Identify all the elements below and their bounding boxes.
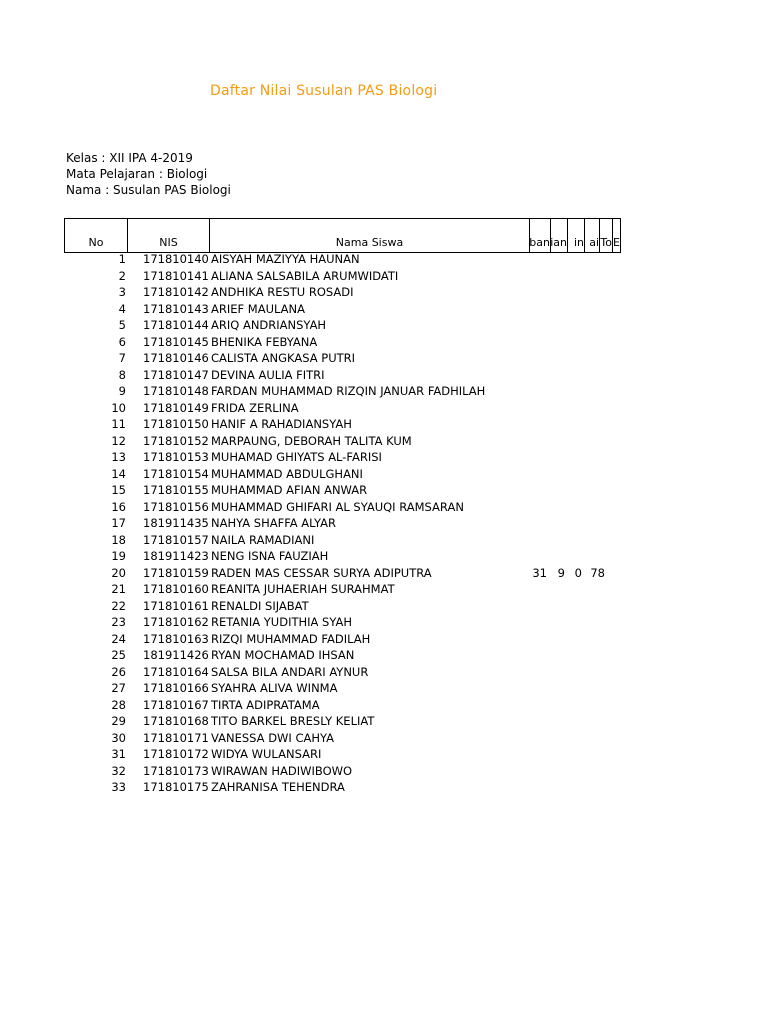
row-number: 26 bbox=[111, 664, 126, 679]
header-col-6: in bbox=[568, 219, 585, 252]
row-name: RETANIA YUDITHIA SYAH bbox=[211, 615, 352, 629]
row-value-3: 0 bbox=[574, 565, 582, 580]
row-number: 27 bbox=[111, 681, 126, 695]
row-number: 24 bbox=[111, 631, 126, 646]
row-name: ARIQ ANDRIANSYAH bbox=[211, 318, 327, 332]
row-nis: 171810155 bbox=[143, 483, 209, 497]
row-name: NAHYA SHAFFA ALYAR bbox=[211, 516, 337, 530]
row-nis: 181911423 bbox=[143, 549, 209, 563]
header-nis: NIS bbox=[128, 219, 210, 252]
row-value-4: 78 bbox=[590, 565, 605, 580]
row-name: HANIF A RAHADIANSYAH bbox=[211, 417, 352, 431]
row-name: CALISTA ANGKASA PUTRI bbox=[211, 351, 356, 365]
row-number: 32 bbox=[111, 763, 126, 778]
row-name: MUHAMMAD ABDULGHANI bbox=[211, 466, 363, 481]
row-number: 7 bbox=[118, 351, 126, 365]
row-nis: 181911435 bbox=[143, 516, 209, 530]
row-number: 4 bbox=[118, 301, 126, 316]
row-name: WIDYA WULANSARI bbox=[211, 747, 322, 761]
row-nis: 171810173 bbox=[143, 763, 209, 778]
row-nis: 171810160 bbox=[143, 582, 209, 596]
row-number: 12 bbox=[111, 433, 126, 448]
row-nis: 171810172 bbox=[143, 747, 209, 761]
row-name: RADEN MAS CESSAR SURYA ADIPUTRA bbox=[211, 565, 432, 580]
header-nama-siswa: Nama Siswa bbox=[210, 219, 530, 252]
row-nis: 171810141 bbox=[143, 268, 209, 283]
row-number: 2 bbox=[118, 268, 126, 283]
row-name: MARPAUNG, DEBORAH TALITA KUM bbox=[211, 433, 412, 448]
row-nis: 171810150 bbox=[143, 417, 209, 431]
row-number: 1 bbox=[118, 252, 126, 266]
mapel-label: Mata Pelajaran : Biologi bbox=[66, 167, 208, 181]
header-col-8: To bbox=[600, 219, 613, 252]
row-nis: 171810164 bbox=[143, 664, 209, 679]
row-nis: 171810144 bbox=[143, 318, 209, 332]
row-number: 6 bbox=[118, 334, 126, 349]
row-number: 11 bbox=[111, 417, 126, 431]
table-header bbox=[64, 218, 621, 253]
header-col-4: ban bbox=[530, 219, 551, 252]
row-number: 29 bbox=[111, 714, 126, 728]
row-name: WIRAWAN HADIWIBOWO bbox=[211, 763, 353, 778]
header-no: No bbox=[65, 219, 128, 252]
row-value-1: 31 bbox=[532, 565, 547, 580]
row-nis: 171810140 bbox=[143, 252, 209, 266]
row-nis: 171810157 bbox=[143, 532, 209, 547]
row-nis: 171810145 bbox=[143, 334, 209, 349]
row-name: RENALDI SIJABAT bbox=[211, 598, 309, 613]
row-nis: 171810156 bbox=[143, 499, 209, 514]
row-name: DEVINA AULIA FITRI bbox=[211, 367, 325, 382]
row-name: MUHAMMAD GHIFARI AL SYAUQI RAMSARAN bbox=[211, 499, 464, 514]
row-nis: 171810161 bbox=[143, 598, 209, 613]
row-nis: 171810167 bbox=[143, 697, 209, 712]
header-col-5: ian bbox=[551, 219, 568, 252]
row-number: 20 bbox=[111, 565, 126, 580]
row-nis: 171810162 bbox=[143, 615, 209, 629]
row-number: 21 bbox=[111, 582, 126, 596]
sheet-title: Daftar Nilai Susulan PAS Biologi bbox=[210, 83, 438, 99]
row-name: MUHAMAD GHIYATS AL-FARISI bbox=[211, 450, 382, 464]
row-number: 22 bbox=[111, 598, 126, 613]
row-nis: 171810152 bbox=[143, 433, 209, 448]
row-name: NAILA RAMADIANI bbox=[211, 532, 315, 547]
row-number: 19 bbox=[111, 549, 126, 563]
row-nis: 171810148 bbox=[143, 384, 209, 398]
row-name: MUHAMMAD AFIAN ANWAR bbox=[211, 483, 368, 497]
row-number: 16 bbox=[111, 499, 126, 514]
row-number: 28 bbox=[111, 697, 126, 712]
row-number: 10 bbox=[111, 400, 126, 415]
row-number: 8 bbox=[118, 367, 126, 382]
row-nis: 171810149 bbox=[143, 400, 209, 415]
row-number: 17 bbox=[111, 516, 126, 530]
row-name: ANDHIKA RESTU ROSADI bbox=[211, 285, 354, 299]
row-number: 23 bbox=[111, 615, 126, 629]
header-col-7: ai bbox=[585, 219, 600, 252]
row-name: SALSA BILA ANDARI AYNUR bbox=[211, 664, 369, 679]
row-name: ALIANA SALSABILA ARUMWIDATI bbox=[211, 268, 399, 283]
row-nis: 171810142 bbox=[143, 285, 209, 299]
row-name: BHENIKA FEBYANA bbox=[211, 334, 318, 349]
row-number: 15 bbox=[111, 483, 126, 497]
row-number: 30 bbox=[111, 730, 126, 745]
kelas-label: Kelas : XII IPA 4-2019 bbox=[66, 151, 193, 165]
row-name: SYAHRA ALIVA WINMA bbox=[211, 681, 338, 695]
row-name: RIZQI MUHAMMAD FADILAH bbox=[211, 631, 371, 646]
row-number: 33 bbox=[111, 780, 126, 794]
row-nis: 181911426 bbox=[143, 648, 209, 662]
row-nis: 171810154 bbox=[143, 466, 209, 481]
row-nis: 171810159 bbox=[143, 565, 209, 580]
row-number: 25 bbox=[111, 648, 126, 662]
row-nis: 171810175 bbox=[143, 780, 209, 794]
row-nis: 171810143 bbox=[143, 301, 209, 316]
row-value-2: 9 bbox=[557, 565, 565, 580]
row-name: RYAN MOCHAMAD IHSAN bbox=[211, 648, 355, 662]
row-name: ZAHRANISA TEHENDRA bbox=[211, 780, 345, 794]
row-name: TITO BARKEL BRESLY KELIAT bbox=[211, 714, 375, 728]
row-number: 9 bbox=[118, 384, 126, 398]
row-number: 3 bbox=[118, 285, 126, 299]
row-name: TIRTA ADIPRATAMA bbox=[211, 697, 320, 712]
row-nis: 171810147 bbox=[143, 367, 209, 382]
row-nis: 171810166 bbox=[143, 681, 209, 695]
row-name: FARDAN MUHAMMAD RIZQIN JANUAR FADHILAH bbox=[211, 384, 486, 398]
row-name: FRIDA ZERLINA bbox=[211, 400, 299, 415]
row-number: 5 bbox=[118, 318, 126, 332]
row-name: ARIEF MAULANA bbox=[211, 301, 305, 316]
row-nis: 171810163 bbox=[143, 631, 209, 646]
row-name: VANESSA DWI CAHYA bbox=[211, 730, 335, 745]
row-nis: 171810153 bbox=[143, 450, 209, 464]
row-number: 13 bbox=[111, 450, 126, 464]
header-col-9: E bbox=[613, 219, 621, 252]
row-name: NENG ISNA FAUZIAH bbox=[211, 549, 329, 563]
row-nis: 171810168 bbox=[143, 714, 209, 728]
row-nis: 171810146 bbox=[143, 351, 209, 365]
row-number: 31 bbox=[111, 747, 126, 761]
nama-label: Nama : Susulan PAS Biologi bbox=[66, 183, 231, 197]
row-number: 14 bbox=[111, 466, 126, 481]
row-name: AISYAH MAZIYYA HAUNAN bbox=[211, 252, 360, 266]
row-name: REANITA JUHAERIAH SURAHMAT bbox=[211, 582, 395, 596]
row-nis: 171810171 bbox=[143, 730, 209, 745]
row-number: 18 bbox=[111, 532, 126, 547]
